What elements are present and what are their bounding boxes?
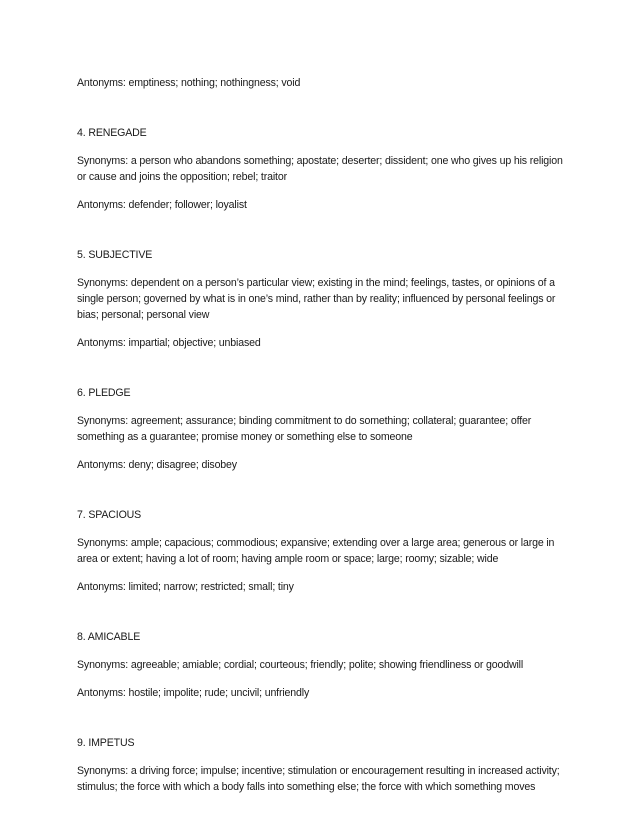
antonyms-line: Antonyms: impartial; objective; unbiased (77, 337, 261, 349)
entry-title: 6. PLEDGE (77, 387, 131, 399)
synonyms-line: Synonyms: agreement; assurance; binding commitment to do something; collateral; guarantee; offer something as a guarantee; promise money or something else to someone (77, 415, 532, 443)
antonyms-line: Antonyms: limited; narrow; restricted; small; tiny (77, 581, 294, 593)
entry-title: 4. RENEGADE (77, 127, 147, 139)
entry-impetus (77, 735, 565, 795)
synonyms-line: Synonyms: ample; capacious; commodious; expansive; extending over a large area; generous or large in area or extent; having a lot of room; having ample room or space; large; roomy; sizable; wide (77, 537, 555, 565)
synonyms-line: Synonyms: agreeable; amiable; cordial; courteous; friendly; polite; showing friendliness or goodwill (77, 659, 524, 671)
antonyms-line: Antonyms: hostile; impolite; rude; uncivil; unfriendly (77, 687, 310, 699)
synonyms-line: Synonyms: a driving force; impulse; incentive; stimulation or encouragement resulting in increased activity; stimulus; the force with which a body falls into something else; the force with which something moves (77, 765, 560, 793)
synonyms-line: Synonyms: a person who abandons something; apostate; deserter; dissident; one who gives up his religion or cause and joins the opposition; rebel; traitor (77, 155, 563, 183)
entry-amicable (77, 629, 565, 701)
entry-spacious (77, 507, 565, 595)
antonyms-line: Antonyms: defender; follower; loyalist (77, 199, 247, 211)
entry-title: 9. IMPETUS (77, 737, 135, 749)
entry-pledge (77, 385, 565, 473)
document-body (77, 75, 565, 807)
entry-subjective (77, 247, 565, 351)
synonyms-line: Synonyms: dependent on a person’s particular view; existing in the mind; feelings, tastes, or opinions of a single person; governed by what is in one’s mind, rather than by reality; influenced by personal feelings or bias; personal; personal view (77, 277, 556, 321)
entry-title: 8. AMICABLE (77, 631, 141, 643)
antonyms-line: Antonyms: emptiness; nothing; nothingness; void (77, 77, 301, 89)
antonyms-line: Antonyms: deny; disagree; disobey (77, 459, 237, 471)
entry-renegade (77, 125, 565, 213)
entry-title: 5. SUBJECTIVE (77, 249, 153, 261)
entry-title: 7. SPACIOUS (77, 509, 142, 521)
